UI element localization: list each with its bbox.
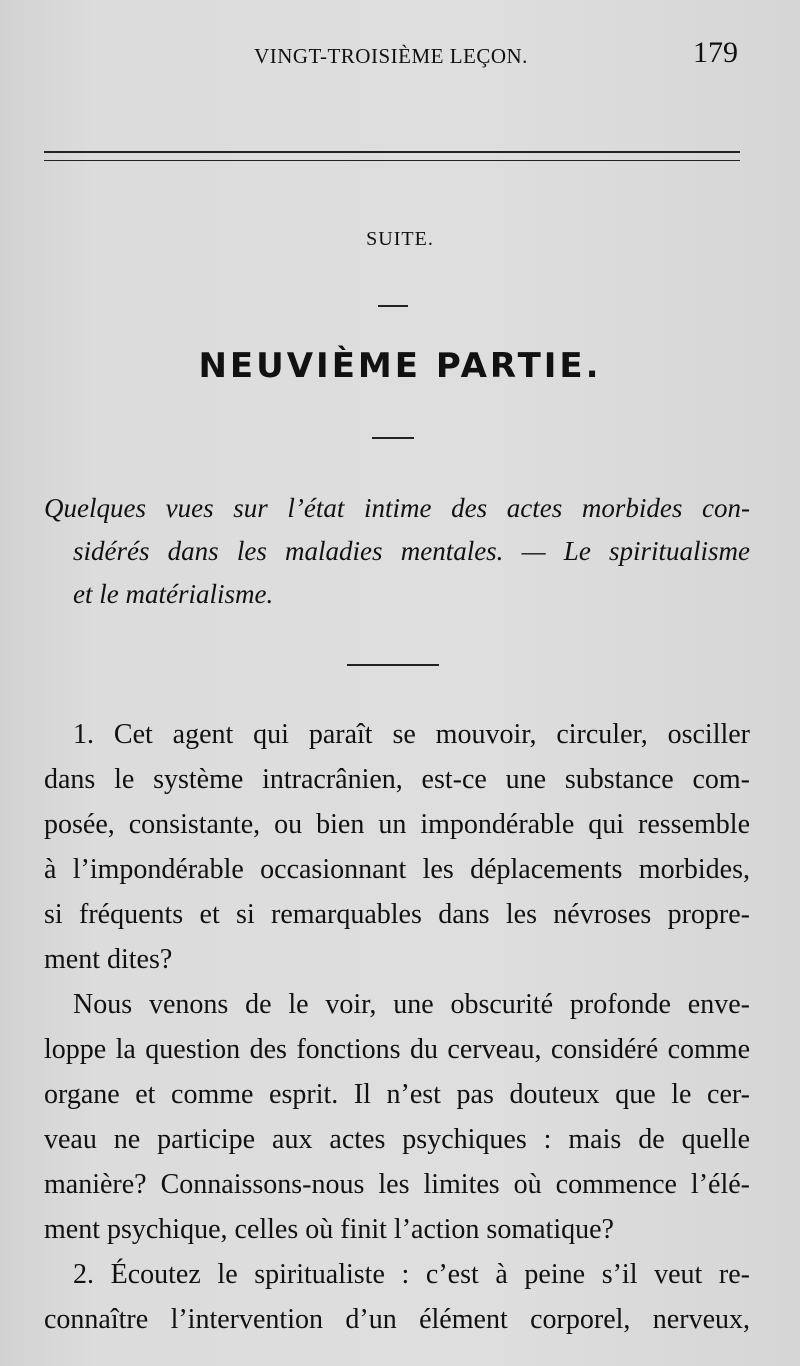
part-title: NEUVIÈME PARTIE. <box>198 346 602 386</box>
paragraph-line: 2. Écoutez le spiritualiste : c’est à peine s’il veut re- <box>73 1259 750 1290</box>
summary-line: sidérés dans les maladies mentales. — Le spiritualisme <box>73 536 750 566</box>
page-header <box>44 36 738 80</box>
paragraph-line: veau ne participe aux actes psychiques : mais de quelle <box>44 1124 750 1155</box>
page-number: 179 <box>693 36 738 69</box>
summary-line: et le matérialisme. <box>73 579 274 609</box>
paragraph-line: si fréquents et si remarquables dans les névroses propre- <box>44 899 750 930</box>
paragraph-line: 1. Cet agent qui paraît se mouvoir, circuler, osciller <box>73 719 750 750</box>
header-double-rule <box>44 151 740 161</box>
paragraph-line: ment dites? <box>44 944 173 975</box>
paragraph-line: dans le système intracrânien, est-ce une substance com- <box>44 764 750 795</box>
paragraph-line: à l’impondérable occasionnant les déplacements morbides, <box>44 854 750 885</box>
paragraph-line: connaître l’intervention d’un élément corporel, nerveux, <box>44 1304 750 1335</box>
section-divider <box>347 664 439 666</box>
body-text <box>44 712 750 1342</box>
paragraph-line: posée, consistante, ou bien un impondérable qui ressemble <box>44 809 750 840</box>
paragraph-line: manière? Connaissons-nous les limites où commence l’élé- <box>44 1169 750 1200</box>
paragraph-line: loppe la question des fonctions du cerveau, considéré comme <box>44 1034 750 1065</box>
running-title: VINGT-TROISIÈME LEÇON. <box>254 44 528 68</box>
summary-line: Quelques vues sur l’état intime des actes morbides con- <box>44 493 750 523</box>
suite-label: SUITE. <box>366 228 434 250</box>
ornament-dash <box>378 305 408 307</box>
paragraph-line: Nous venons de le voir, une obscurité profonde enve- <box>73 989 750 1020</box>
ornament-dash <box>372 437 414 439</box>
paragraph-line: organe et comme esprit. Il n’est pas douteux que le cer- <box>44 1079 750 1110</box>
paragraph-line: ment psychique, celles où finit l’action somatique? <box>44 1214 614 1245</box>
chapter-summary <box>44 487 750 616</box>
